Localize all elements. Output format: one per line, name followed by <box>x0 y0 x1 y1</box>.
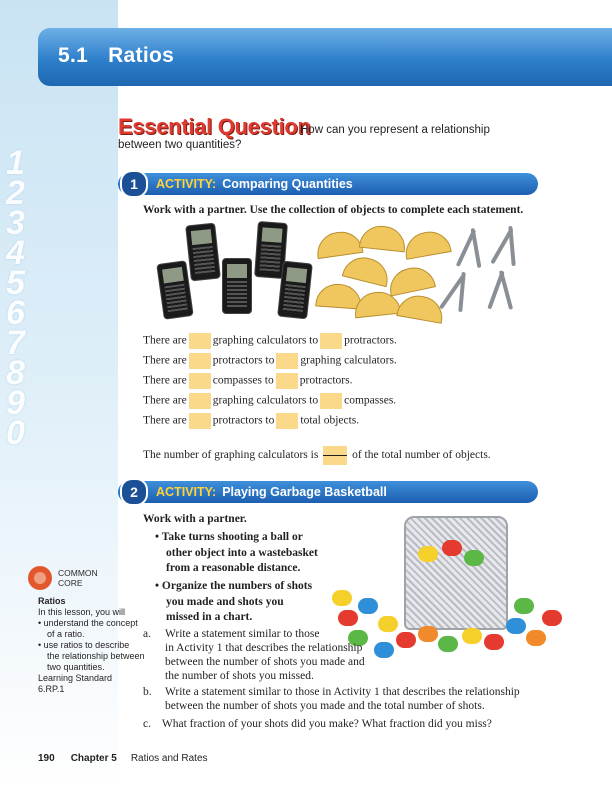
page-footer <box>38 753 208 764</box>
activity-name: Comparing Quantities <box>222 177 353 191</box>
margin-digit: 6 <box>6 294 25 332</box>
margin-digit: 8 <box>6 354 25 392</box>
common-core-bullet: use ratios to describe <box>43 640 130 650</box>
section-number: 5.1 <box>58 44 89 67</box>
protractor-image <box>402 228 451 260</box>
statement-text: total objects. <box>300 414 360 427</box>
item-letter: c. <box>143 718 151 730</box>
statement-line <box>143 353 397 369</box>
protractor-image <box>359 224 407 253</box>
answer-blank[interactable] <box>189 373 211 389</box>
activity-2-title <box>156 485 387 499</box>
margin-digit: 2 <box>6 174 25 212</box>
margin-decorative-digits <box>6 144 66 452</box>
fraction-blank[interactable] <box>323 446 347 465</box>
answer-blank[interactable] <box>320 393 342 409</box>
statement-text: compasses. <box>344 394 397 407</box>
question-item-a <box>143 627 365 683</box>
statement-line <box>143 333 397 349</box>
common-core-logo-icon <box>28 566 52 590</box>
item-text: between the number of shots you made and the total number of shots. <box>165 700 485 712</box>
bullet-text: missed in a chart. <box>166 611 253 623</box>
bullet-text: Take turns shooting a ball or <box>161 531 303 543</box>
graphing-calculator-image <box>185 223 221 282</box>
section-name: Ratios <box>108 44 175 67</box>
objects-illustration <box>148 220 538 320</box>
activity-name: Playing Garbage Basketball <box>222 485 387 499</box>
chapter-label: Chapter 5 <box>70 753 117 764</box>
graphing-calculator-image <box>156 260 194 320</box>
bullet-text: you made and shots you <box>166 595 284 608</box>
answer-blank[interactable] <box>189 413 211 429</box>
item-text: What fraction of your shots did you make? What fraction did you miss? <box>161 718 492 730</box>
bullet-text: other object into a wastebasket <box>166 546 318 559</box>
margin-digit: 1 <box>6 144 25 182</box>
item-letter: b. <box>143 686 152 698</box>
item-letter: a. <box>143 628 151 640</box>
section-title <box>58 44 194 68</box>
compass-image <box>471 228 482 268</box>
common-core-logo-text <box>58 568 98 588</box>
margin-digit: 9 <box>6 384 25 422</box>
statement-line <box>143 393 396 409</box>
activity-keyword: ACTIVITY: <box>156 485 217 499</box>
common-core-panel: Ratios In this lesson, you will • understand the concept of a ratio. • use ratios to describe the relationship between two quantities. Learning Standard 6.RP.1 <box>38 596 145 694</box>
item-text: in Activity 1 that describes the relationship <box>165 642 363 654</box>
statement-text: There are <box>143 354 187 367</box>
statement-text: graphing calculators to <box>212 394 319 407</box>
fraction-statement <box>143 446 491 465</box>
chapter-title: Ratios and Rates <box>130 753 208 764</box>
activity-1-instruction: Work with a partner. Use the collection of objects to complete each statement. <box>143 204 524 216</box>
statement-text: graphing calculators to <box>212 334 319 347</box>
margin-digit: 7 <box>6 324 25 362</box>
common-core-bullet: of a ratio. <box>47 629 85 639</box>
common-core-bullet: understand the concept <box>43 618 138 628</box>
statement-text: of the total number of objects. <box>352 449 491 462</box>
statement-text: There are <box>143 374 187 387</box>
bullet-text: Organize the numbers of shots <box>161 580 313 592</box>
item-text: between the number of shots you made and <box>165 656 365 668</box>
logo-text: CORE <box>58 578 83 588</box>
page-number: 190 <box>38 753 55 764</box>
answer-blank[interactable] <box>189 333 211 349</box>
protractor-image <box>386 263 436 296</box>
activity-1-number: 1 <box>120 170 148 198</box>
margin-digit: 5 <box>6 264 25 302</box>
answer-blank[interactable] <box>276 413 298 429</box>
statement-text: compasses to <box>212 374 274 387</box>
statement-line <box>143 413 359 429</box>
question-item-b <box>143 685 520 713</box>
answer-blank[interactable] <box>276 373 298 389</box>
graphing-calculator-image <box>277 261 313 320</box>
answer-blank[interactable] <box>276 353 298 369</box>
activity-1-title <box>156 177 353 191</box>
essential-question-text: How can you represent a relationship <box>300 124 490 136</box>
item-text: Write a statement similar to those <box>165 628 320 640</box>
wastebasket-image <box>404 516 508 630</box>
statement-text: The number of graphing calculators is <box>143 449 319 462</box>
item-text: the number of shots you missed. <box>165 670 314 682</box>
essential-question-text: between two quantities? <box>118 139 242 151</box>
common-core-bullet: two quantities. <box>47 662 105 672</box>
margin-digit: 3 <box>6 204 25 242</box>
question-item-c <box>143 718 492 730</box>
statement-text: There are <box>143 394 187 407</box>
statement-text: protractors to <box>212 414 275 427</box>
activity-2-instruction: Work with a partner. <box>143 513 247 525</box>
learning-standard-code: 6.RP.1 <box>38 684 65 694</box>
answer-blank[interactable] <box>189 353 211 369</box>
protractor-image <box>315 229 364 259</box>
graphing-calculator-image <box>222 258 252 314</box>
protractor-image <box>396 292 445 324</box>
activity-2-bullet: • Organize the numbers of shots you made and shots you missed in a chart. <box>155 579 312 626</box>
statement-line <box>143 373 352 389</box>
common-core-intro: In this lesson, you will <box>38 607 126 617</box>
margin-digit: 4 <box>6 234 25 272</box>
bullet-text: from a reasonable distance. <box>166 562 301 574</box>
margin-digit: 0 <box>6 414 25 452</box>
common-core-heading: Ratios <box>38 596 66 606</box>
statement-text: protractors. <box>299 374 353 387</box>
statement-text: protractors. <box>344 334 397 347</box>
statement-text: There are <box>143 334 187 347</box>
statement-text: protractors to <box>212 354 275 367</box>
activity-keyword: ACTIVITY: <box>156 177 217 191</box>
essential-question-label: Essential Question <box>118 114 311 139</box>
activity-2-bullet: • Take turns shooting a ball or other object into a wastebasket from a reasonable distance. <box>155 530 318 577</box>
compass-image <box>508 226 515 266</box>
answer-blank[interactable] <box>189 393 211 409</box>
answer-blank[interactable] <box>320 333 342 349</box>
compass-image <box>499 270 513 310</box>
logo-text: COMMON <box>58 568 98 578</box>
activity-2-number: 2 <box>120 478 148 506</box>
protractor-image <box>342 253 392 287</box>
learning-standard-label: Learning Standard <box>38 673 113 683</box>
statement-text: graphing calculators. <box>300 354 397 367</box>
statement-text: There are <box>143 414 187 427</box>
item-text: Write a statement similar to those in Activity 1 that describes the relationship <box>165 686 520 698</box>
common-core-bullet: the relationship between <box>47 651 145 661</box>
